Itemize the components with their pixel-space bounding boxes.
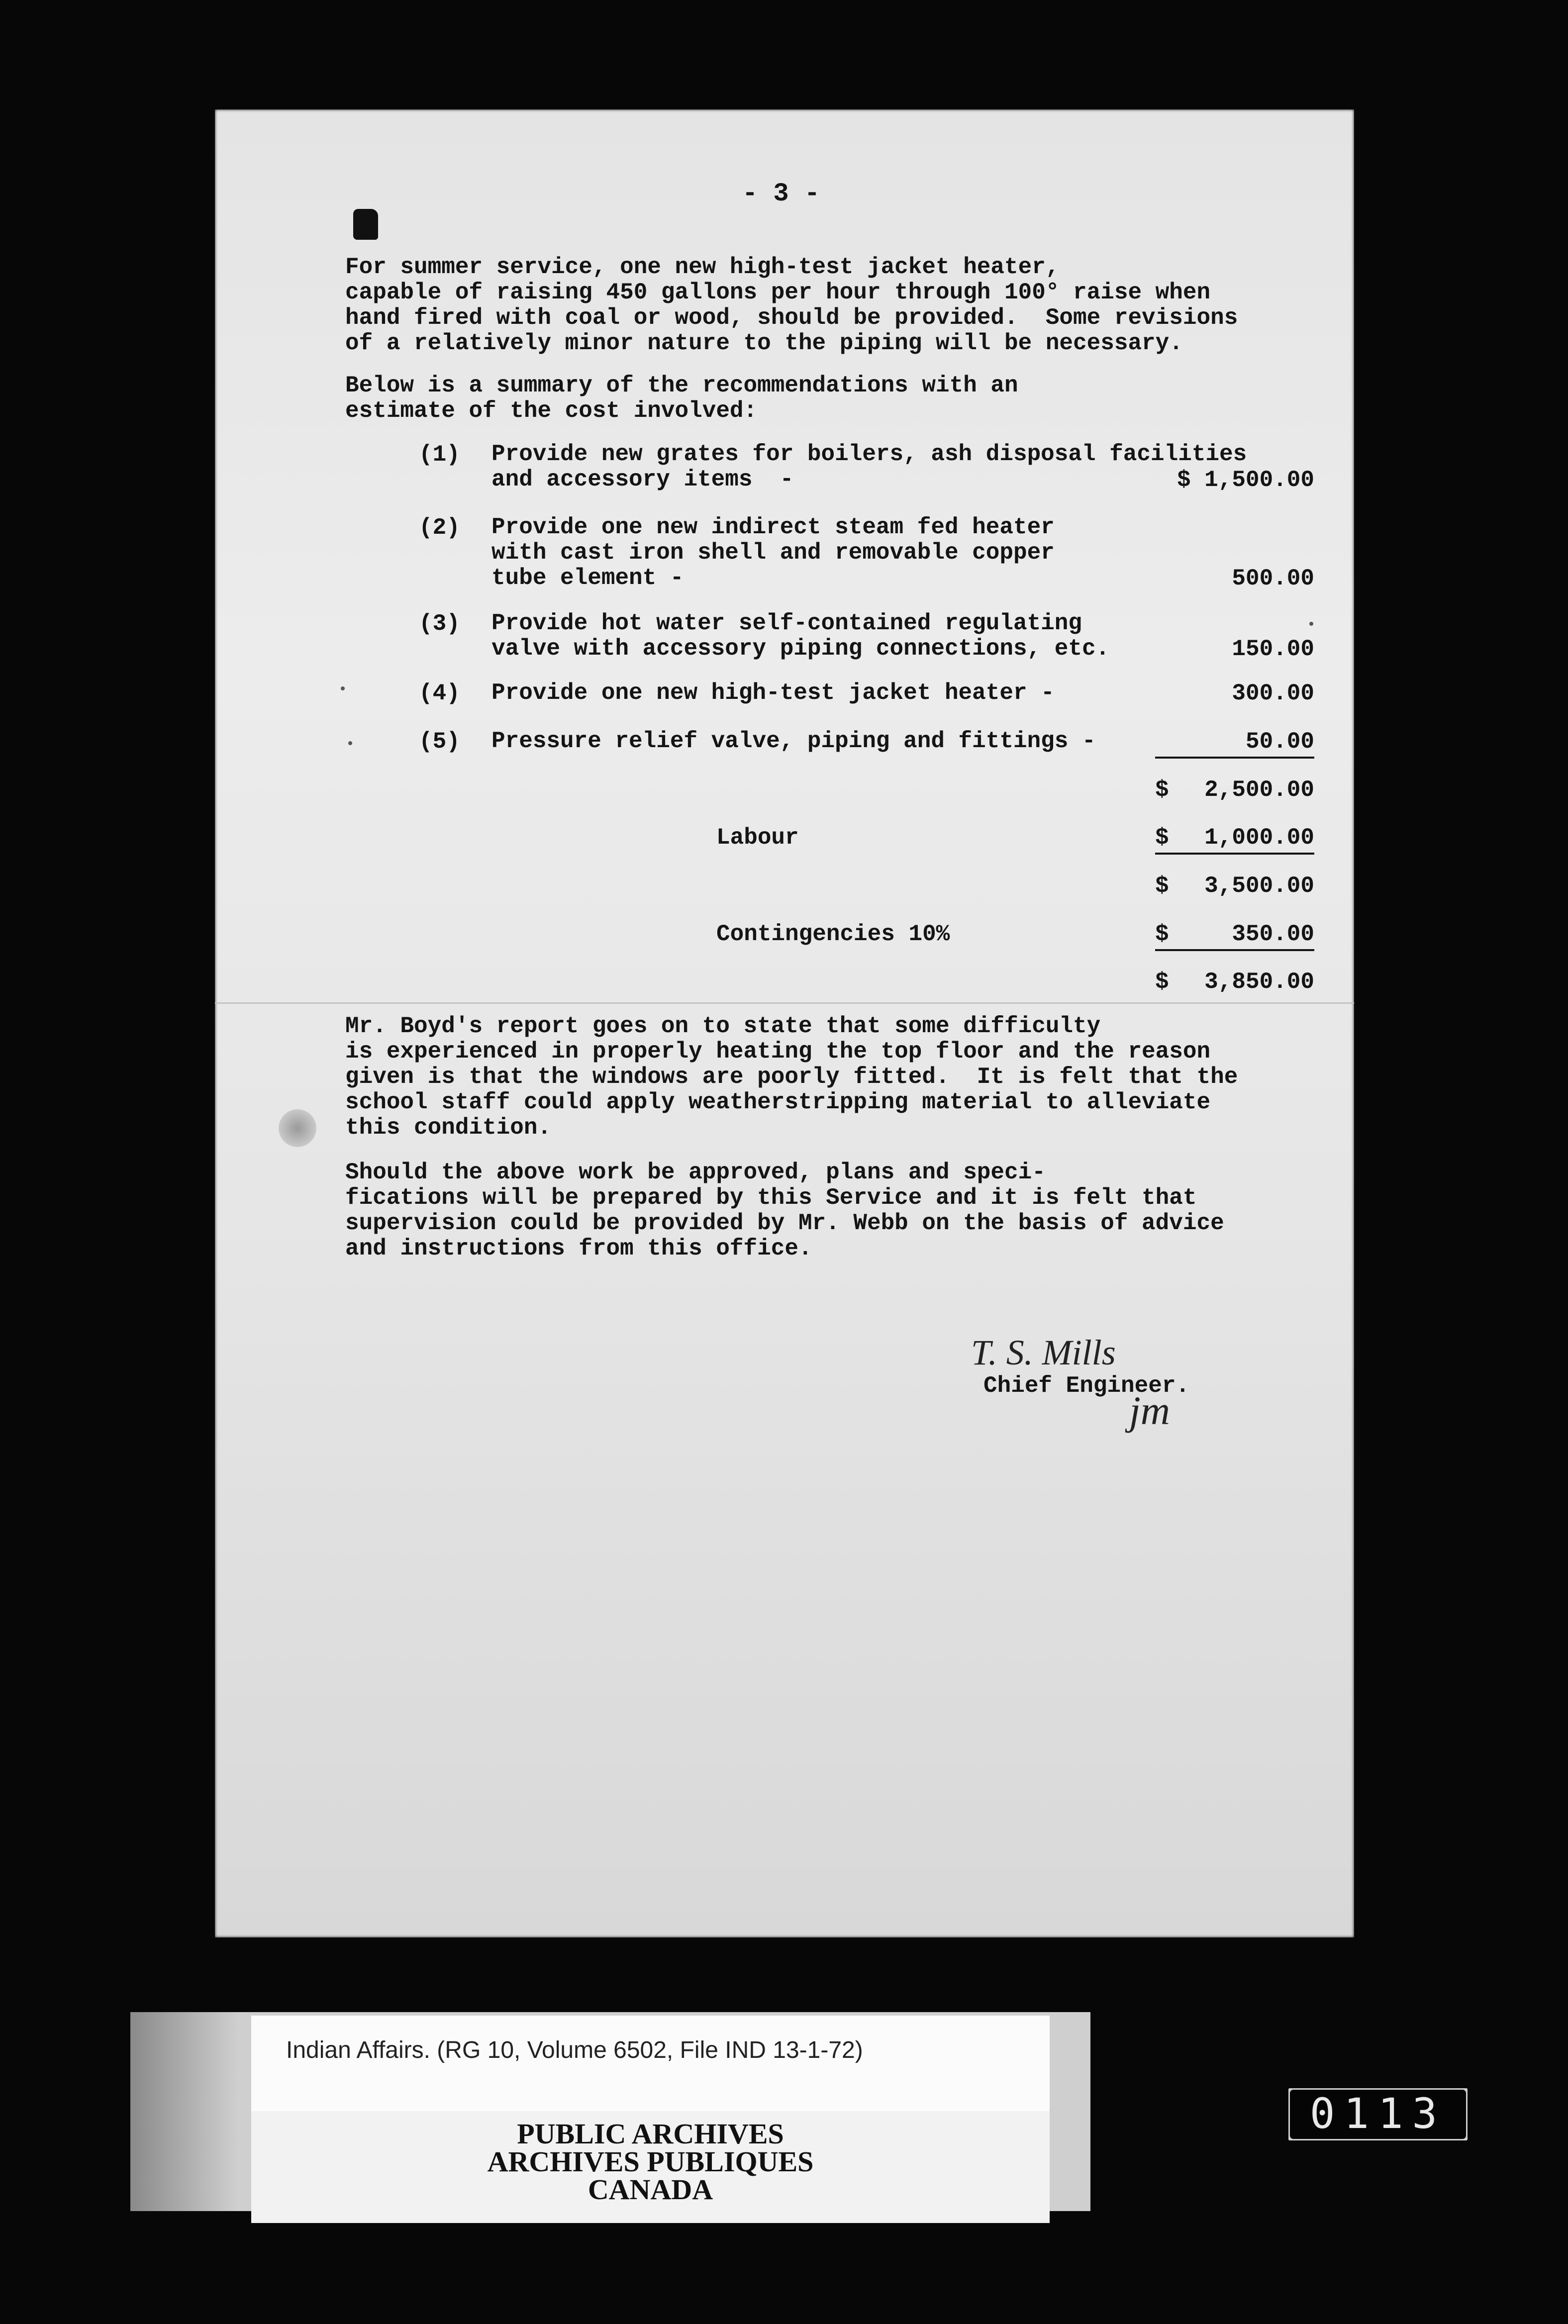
page-number: - 3 -: [742, 179, 820, 208]
cost-item-4: [419, 680, 1314, 710]
archive-reference-card: [251, 2016, 1050, 2111]
paragraph-approval: Should the above work be approved, plans and speci- fications will be prepared by this Service and it is felt that supervision could be provided by Mr. Webb on the basis of advice and instructions from this office.: [345, 1160, 1224, 1261]
frame-number-counter: [1288, 2088, 1468, 2140]
contingencies-cost: [1155, 921, 1314, 951]
initials-text: jm: [1129, 1388, 1170, 1433]
speck: [341, 686, 345, 690]
item-description: Provide hot water self-contained regulating valve with accessory piping connections, etc.: [491, 610, 1110, 662]
subtotal: [1155, 777, 1314, 803]
subtotal-with-labour: [1155, 873, 1314, 899]
item-number: (1): [419, 442, 460, 468]
subtotal2-value: 3,500.00: [1204, 873, 1314, 899]
initials: [1125, 1380, 1210, 1450]
contingencies-label: Contingencies 10%: [716, 921, 950, 947]
signature: [966, 1326, 1225, 1380]
labour-value: 1,000.00: [1204, 825, 1314, 851]
item-number: (5): [419, 729, 460, 755]
currency-symbol: $: [1155, 825, 1169, 851]
item-amount: 150.00: [1232, 636, 1314, 662]
page-fold-line: [215, 1002, 1354, 1004]
item-number: (2): [419, 515, 460, 541]
grand-total: [1155, 969, 1314, 995]
item-number: (3): [419, 611, 460, 637]
item-amount: 300.00: [1232, 680, 1314, 706]
frame-number: 0113: [1309, 2089, 1447, 2138]
item-description: Provide one new high-test jacket heater -: [491, 680, 1055, 706]
item-description: Provide new grates for boilers, ash disposal facilities and accessory items -: [491, 441, 1247, 492]
paragraph-summary-intro: Below is a summary of the recommendations with an estimate of the cost involved:: [345, 373, 1018, 424]
paragraph-boyd-report: Mr. Boyd's report goes on to state that some difficulty is experienced in properly heating the top floor and the reason given is that the windows are poorly fitted. It is felt that the school staff could apply weatherstripping material to alleviate this condition.: [345, 1013, 1238, 1141]
cost-item-5: [419, 729, 1314, 759]
archive-reference: Indian Affairs. (RG 10, Volume 6502, File IND 13-1-72): [286, 2037, 863, 2063]
subtotal-value: 2,500.00: [1204, 777, 1314, 803]
cost-item-2: [419, 515, 1314, 594]
cost-item-3: [419, 611, 1314, 666]
currency-symbol: $: [1155, 777, 1169, 803]
currency-symbol: $: [1155, 873, 1169, 899]
archive-card-edge: [130, 2012, 240, 2211]
speck: [348, 741, 352, 745]
labour-cost: [1155, 825, 1314, 855]
total-value: 3,850.00: [1204, 969, 1314, 995]
item-amount: $ 1,500.00: [1176, 467, 1314, 493]
contingencies-value: 350.00: [1232, 921, 1314, 947]
item-amount: 50.00: [1155, 729, 1314, 759]
stamp-line-2: ARCHIVES PUBLIQUES: [487, 2145, 814, 2178]
item-number: (4): [419, 680, 460, 706]
item-description: Pressure relief valve, piping and fittings -: [491, 728, 1096, 754]
cost-item-1: [419, 442, 1314, 496]
labour-label: Labour: [716, 825, 799, 851]
stamp-line-1: PUBLIC ARCHIVES: [517, 2118, 784, 2150]
currency-symbol: $: [1155, 921, 1169, 947]
currency-symbol: $: [1155, 969, 1169, 995]
item-amount: 500.00: [1232, 566, 1314, 591]
paragraph-summer-service: For summer service, one new high-test jacket heater, capable of raising 450 gallons per hour through 100° raise when hand fired with coal or wood, should be provided. Some revisions of a relatively minor nature to the piping will be necessary.: [345, 254, 1238, 356]
signature-text: T. S. Mills: [971, 1333, 1116, 1372]
stain-mark: [279, 1109, 316, 1147]
document-page: [215, 109, 1354, 1937]
archive-stamp: [251, 2111, 1050, 2223]
stamp-line-3: CANADA: [588, 2173, 713, 2206]
item-description: Provide one new indirect steam fed heater with cast iron shell and removable copper tube element -: [491, 514, 1055, 591]
signature-title: Chief Engineer.: [983, 1373, 1190, 1399]
hole-punch-mark: [353, 209, 378, 240]
